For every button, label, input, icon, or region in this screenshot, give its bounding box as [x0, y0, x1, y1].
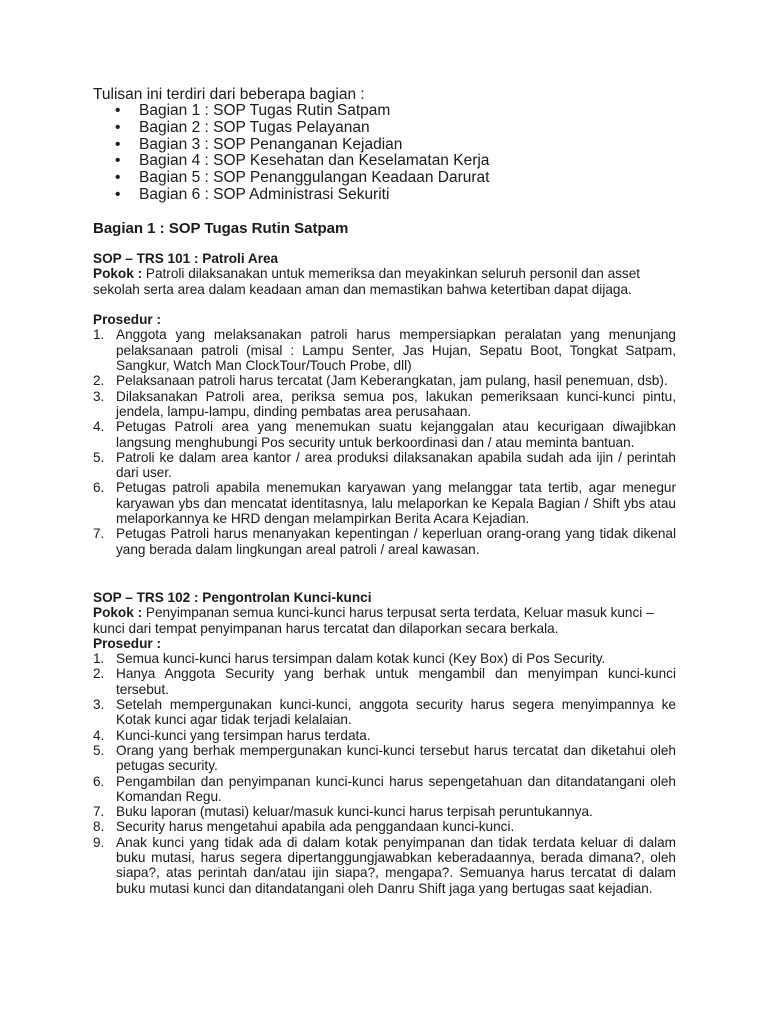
list-item: 5. Orang yang berhak mempergunakan kunci-kunci tersebut harus tercatat dan diketahui oleh petugas security.	[93, 742, 676, 774]
list-item: 4. Kunci-kunci yang tersimpan harus terdata.	[93, 727, 371, 743]
toc-item: • Bagian 1 : SOP Tugas Rutin Satpam	[93, 103, 693, 120]
prosedur-label: Prosedur :	[93, 312, 161, 328]
list-item: 2. Hanya Anggota Security yang berhak untuk mengambil dan menyimpan kunci-kunci tersebut.	[93, 666, 676, 697]
pokok-label: Pokok :	[93, 266, 143, 282]
section-heading: Bagian 1 : SOP Tugas Rutin Satpam	[93, 220, 349, 237]
toc-list	[93, 103, 693, 204]
list-item: 8. Security harus mengetahui apabila ada penggandaan kunci-kunci.	[93, 819, 515, 835]
pokok-text: Penyimpanan semua kunci-kunci harus terpusat serta terdata, Keluar masuk kunci – kunci dari tempat penyimpanan harus tercatat dan dilaporkan secara berkala.	[93, 605, 654, 636]
sop-pokok	[93, 605, 676, 636]
list-item: 2. Pelaksanaan patroli harus tercatat (Jam Keberangkatan, jam pulang, hasil penemuan, dsb).	[93, 373, 668, 389]
sop-trs-101	[93, 251, 676, 557]
toc-item: • Bagian 3 : SOP Penanganan Kejadian	[93, 137, 693, 154]
pokok-label: Pokok :	[93, 605, 143, 621]
list-item: 3. Setelah mempergunakan kunci-kunci, anggota security harus segera menyimpannya ke Kotak kunci agar tidak terjadi kelalaian.	[93, 697, 676, 728]
list-item: 9. Anak kunci yang tidak ada di dalam kotak penyimpanan dan tidak terdata keluar di dalam buku mutasi, harus segera dipertanggungjawabkan keberadaannya, berada dimana?, oleh siapa?, atas perintah dan/atau ijin siapa?, mengapa?. Semuanya harus tercatat di dalam buku mutasi kunci dan ditandatangani oleh Danru Shift jaga yang bertugas saat kejadian.	[93, 834, 676, 896]
list-item: 1. Semua kunci-kunci harus tersimpan dalam kotak kunci (Key Box) di Pos Security.	[93, 651, 606, 667]
list-item: 5. Patroli ke dalam area kantor / area produksi dilaksanakan apabila sudah ada ijin / perintah dari user.	[93, 449, 676, 481]
sop-trs-102	[93, 590, 676, 896]
sop-title: SOP – TRS 101 : Patroli Area	[93, 251, 279, 266]
intro-title: Tulisan ini terdiri dari beberapa bagian :	[93, 86, 365, 103]
toc-item: • Bagian 2 : SOP Tugas Pelayanan	[93, 120, 693, 137]
list-item: 3. Dilaksanakan Patroli area, periksa semua pos, lakukan pemeriksaan kunci-kunci pintu, jendela, lampu-lampu, dinding pembatas area perusahaan.	[93, 388, 676, 419]
prosedur-list	[93, 327, 676, 556]
prosedur-label: Prosedur :	[93, 635, 161, 651]
sop-title: SOP – TRS 102 : Pengontrolan Kunci-kunci	[93, 590, 372, 605]
prosedur-list	[93, 651, 676, 896]
list-item: 6. Petugas patroli apabila menemukan karyawan yang melanggar tata tertib, agar menegur karyawan ybs dan mencatat identitasnya, lalu melaporkan ke Kepala Bagian / Shift ybs atau melaporkannya ke HRD dengan melampirkan Berita Acara Kejadian.	[93, 480, 676, 527]
list-item: 1. Anggota yang melaksanakan patroli harus mempersiapkan peralatan yang menunjang pelaksanaan patroli (misal : Lampu Senter, Jas Hujan, Sepatu Boot, Tongkat Satpam, Sangkur, Watch Man ClockTour/Touch Probe, dll)	[93, 327, 676, 374]
toc-item: • Bagian 6 : SOP Administrasi Sekuriti	[93, 187, 693, 204]
list-item: 7. Buku laporan (mutasi) keluar/masuk kunci-kunci harus terpisah peruntukannya.	[93, 804, 593, 820]
sop-pokok	[93, 266, 676, 297]
pokok-text: Patroli dilaksanakan untuk memeriksa dan meyakinkan seluruh personil dan asset sekolah serta area dalam keadaan aman dan memastikan bahwa ketertiban dapat dijaga.	[93, 266, 641, 297]
intro-section	[93, 86, 693, 204]
toc-item: • Bagian 4 : SOP Kesehatan dan Keselamatan Kerja	[93, 153, 693, 170]
list-item: 7. Petugas Patroli harus menanyakan kepentingan / keperluan orang-orang yang tidak dikenal yang berada dalam lingkungan areal patroli / areal kawasan.	[93, 526, 676, 557]
list-item: 4. Petugas Patroli area yang menemukan suatu kejanggalan atau kecurigaan diwajibkan langsung menghubungi Pos security untuk berkoordinasi dan / atau meminta bantuan.	[93, 419, 676, 450]
list-item: 6. Pengambilan dan penyimpanan kunci-kunci harus sepengetahuan dan ditandatangani oleh Komandan Regu.	[93, 773, 676, 804]
toc-item: • Bagian 5 : SOP Penanggulangan Keadaan Darurat	[93, 170, 693, 187]
